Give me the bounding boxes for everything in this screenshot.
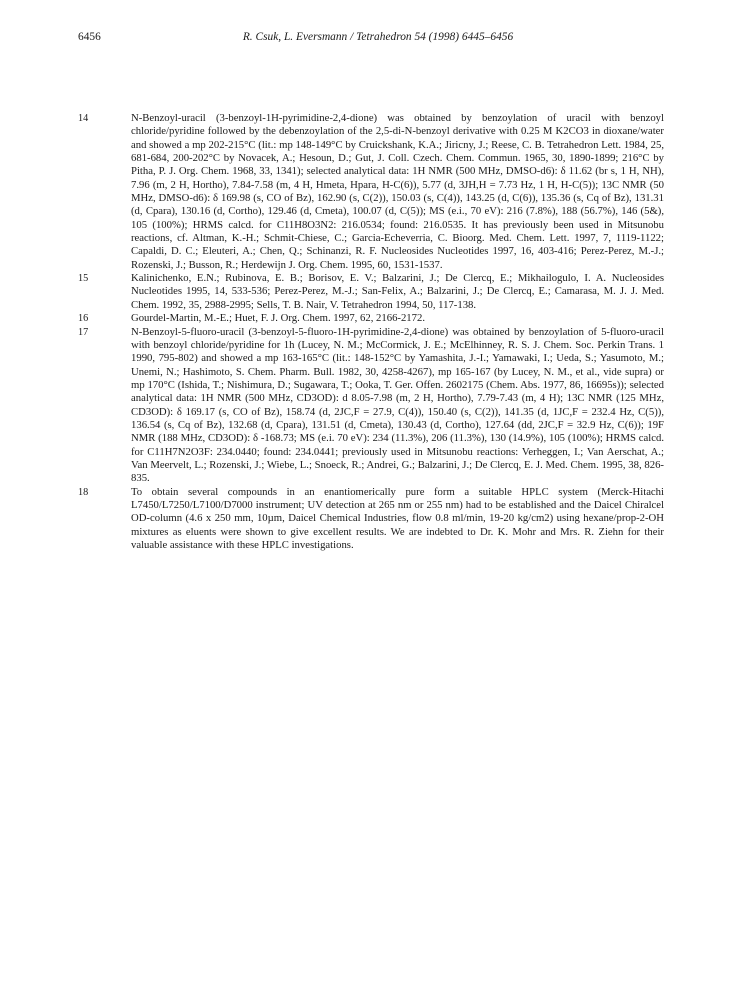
reference-note xyxy=(78,272,664,312)
note-text: To obtain several compounds in an enantiomerically pure form a suitable HPLC system (Merck-Hitachi L7450/L7250/L7100/D7000 instrument; UV detection at 265 nm or 255 nm) had to be established and the Daicel Chiralcel OD-column (4.6 x 250 mm, 10µm, Daicel Chemical Industries, flow 0.8 ml/min, 19-20 kg/cm2) using hexane/prop-2-OH mixtures as eluents were shown to give excellent results. We are indebted to Dr. K. Mohr and Mrs. R. Ziehn for their valuable assistance with these HPLC investigations. xyxy=(131,485,664,551)
note-text: Gourdel-Martin, M.-E.; Huet, F. J. Org. Chem. 1997, 62, 2166-2172. xyxy=(131,312,426,325)
note-number: 15 xyxy=(78,273,89,285)
reference-notes-list xyxy=(78,112,664,552)
note-text: Kalinichenko, E.N.; Rubinova, E. B.; Borisov, E. V.; Balzarini, J.; De Clercq, E.; Mikhailogulo, I. A. Nucleosides Nucleotides 1995, 14, 533-536; Perez-Perez, M.-J.; San-Felix, A.; Balzarini, J.; De Clercq, E.; Camarasa, M. J. J. Med. Chem. 1992, 35, 2988-2995; Sells, T. B. Nair, V. Tetrahedron 1994, 50, 117-138. xyxy=(131,272,664,311)
reference-note xyxy=(78,112,664,272)
reference-note xyxy=(78,486,664,553)
note-number: 17 xyxy=(78,326,89,338)
running-title: R. Csuk, L. Eversmann / Tetrahedron 54 (1998) 6445–6456 xyxy=(242,31,514,43)
note-number: 18 xyxy=(78,486,89,498)
note-text: N-Benzoyl-5-fluoro-uracil (3-benzoyl-5-fluoro-1H-pyrimidine-2,4-dione) was obtained by benzoylation of 5-fluoro-uracil with benzoyl chloride/pyridine for 1h (Lucey, N. M.; McCormick, J. E.; McElhinney, R. S. J. Chem. Soc. Perkin Trans. 1 1990, 795-802) and showed a mp 163-165°C (lit.: 148-152°C by Yamashita, J.-I.; Yamawaki, I.; Ueda, S.; Yasumoto, M.; Unemi, N.; Hashimoto, S. Chem. Pharm. Bull. 1982, 30, 4258-4267), mp 165-167 (by Lucey, N. M., et al., vide supra) or mp 170°C (Ishida, T.; Nishimura, D.; Sugawara, T.; Ooka, T. Ger. Offen. 2602175 (Chem. Abs. 1977, 86, 16695s)); selected analytical data: 1H NMR (500 MHz, CD3OD): d 8.05-7.98 (m, 2 H, Hortho), 7.79-7.43 (m, 4 H); 13C NMR (125 MHz, CD3OD): δ 169.17 (s, CO of Bz), 158.74 (d, 2JC,F = 27.9, C(4)), 150.40 (s, C(2)), 141.35 (d, 1JC,F = 232.4 Hz, C(5)), 136.54 (s, Cq of Bz), 132.68 (d, Cpara), 131.51 (d, Cmeta), 130.43 (d, Cortho), 127.64 (dd, 2JC,F = 32.9 Hz, C(6)); 19F NMR (188 MHz, CD3OD): δ -168.73; MS (e.i. 70 eV): 234 (11.3%), 206 (11.3%), 130 (14.9%), 105 (100%); HRMS calcd. for C11H7N2O3F: 234.0440; found: 234.0441; previously used in Mitsunobu reactions: Verheggen, I.; Van Aerschat, A.; Van Meervelt, L.; Rozenski, J.; Wiebe, L.; Snoeck, R.; Andrei, G.; Balzarini, J.; De Clercq, E. J. Med. Chem. 1995, 38, 826-835. xyxy=(131,325,664,485)
reference-note xyxy=(78,312,664,325)
note-number: 14 xyxy=(78,113,89,124)
note-text: N-Benzoyl-uracil (3-benzoyl-1H-pyrimidine-2,4-dione) was obtained by benzoylation of uracil with benzoyl chloride/pyridine followed by the debenzoylation of the 2,5-di-N-benzoyl derivative with 0.25 M K2CO3 in dioxane/water and showed a mp 202-215°C (lit.: mp 148-149°C by Cruickshank, K.A.; Jiricny, J.; Reese, C. B. Tetrahedron Lett. 1984, 25, 681-684, 200-202°C by Novacek, A.; Hesoun, D.; Gut, J. Coll. Czech. Chem. Commun. 1965, 30, 1890-1899; 216°C by Pitha, P. J. Org. Chem. 1968, 33, 1341); selected analytical data: 1H NMR (500 MHz, DMSO-d6): δ 11.62 (br s, 1 H, NH), 7.96 (m, 2 H, Hortho), 7.84-7.58 (m, 4 H, Hmeta, Hpara, H-C(6)), 5.77 (d, 3JH,H = 7.73 Hz, 1 H, H-C(5)); 13C NMR (50 MHz, DMSO-d6): δ 169.98 (s, CO of Bz), 162.90 (s, C(2)), 150.03 (s, C(4)), 143.25 (d, C(6)), 135.36 (s, Cq of Bz), 131.31 (d, Cpara), 130.16 (d, Cortho), 129.46 (d, Cmeta), 100.07 (d, C(5)); MS (e.i., 70 eV): 216 (7.8%), 188 (56.7%), 146 (5&), 105 (100%); HRMS calcd. for C11H8O3N2: 216.0534; found: 216.0535. It has previously been used in Mitsunobu reactions, cf. Altman, K.-H.; Schmit-Chiese, C.; Garcia-Echeverria, C. Bioorg. Med. Chem. Lett. 1997, 7, 1119-1122; Capaldi, D. C.; Eleuteri, A.; Chen, Q.; Schinanzi, R. F. Nucleosides Nucleotides 1997, 16, 403-416; Perez-Perez, M.-J.; Rozenski, J.; Busson, R.; Herdewijn J. Org. Chem. 1995, 60, 1531-1537. xyxy=(131,112,664,271)
page-number: 6456 xyxy=(78,31,101,43)
reference-note xyxy=(78,326,664,486)
note-number: 16 xyxy=(78,313,89,325)
